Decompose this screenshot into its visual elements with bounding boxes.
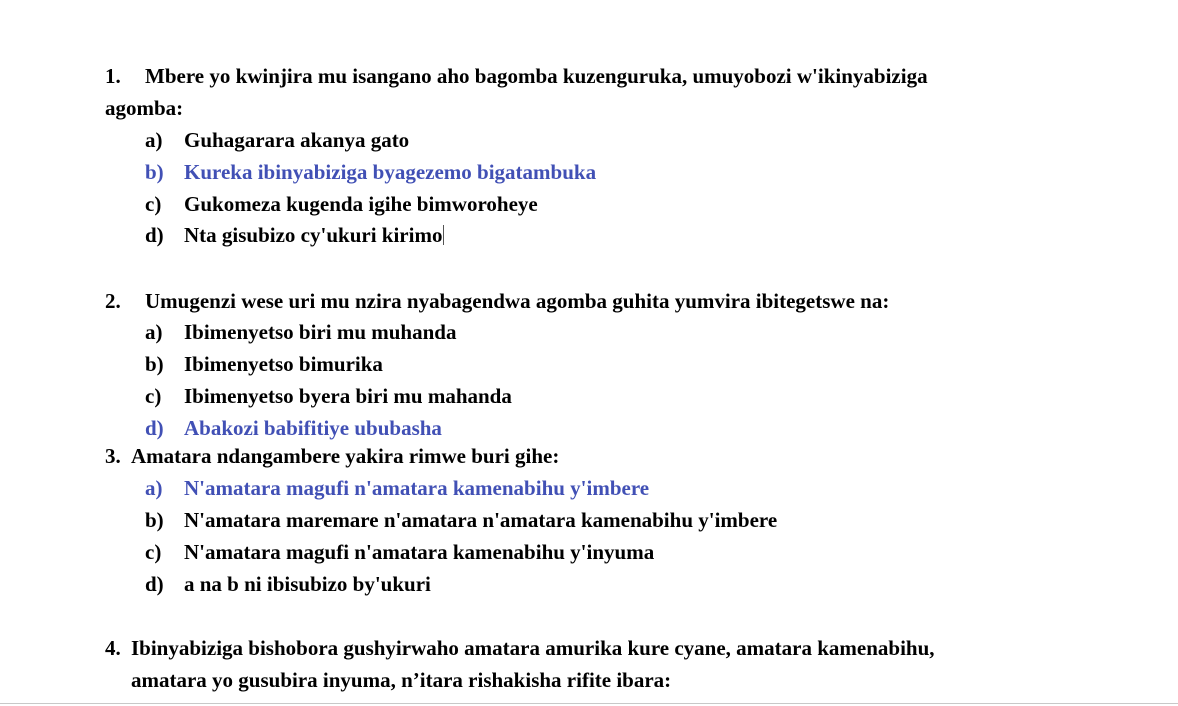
question-2-option-b[interactable] bbox=[145, 352, 383, 376]
question-2-option-a[interactable] bbox=[145, 320, 456, 344]
option-text: Nta gisubizo cy'ukuri kirimo bbox=[184, 223, 443, 247]
option-letter: b) bbox=[145, 160, 164, 184]
option-letter: d) bbox=[145, 416, 164, 440]
question-2-text: Umugenzi wese uri mu nzira nyabagendwa agomba guhita yumvira ibitegetswe na: bbox=[145, 289, 890, 313]
question-4-number: 4. bbox=[105, 636, 121, 660]
question-1-option-c[interactable] bbox=[145, 192, 538, 216]
option-text: N'amatara maremare n'amatara n'amatara kamenabihu y'imbere bbox=[184, 508, 778, 532]
option-text: Ibimenyetso biri mu muhanda bbox=[184, 320, 457, 344]
option-text: Ibimenyetso bimurika bbox=[184, 352, 383, 376]
question-3-text: Amatara ndangambere yakira rimwe buri gihe: bbox=[131, 444, 560, 468]
question-1-option-b[interactable] bbox=[145, 160, 596, 184]
question-1-line-2: agomba: bbox=[105, 96, 184, 120]
question-1-line-1 bbox=[105, 64, 928, 88]
question-1-number: 1. bbox=[105, 64, 121, 88]
question-2-option-d[interactable] bbox=[145, 416, 442, 440]
option-letter: c) bbox=[145, 384, 162, 408]
question-3-option-d[interactable] bbox=[145, 572, 431, 596]
option-letter: a) bbox=[145, 320, 163, 344]
question-1-text: Mbere yo kwinjira mu isangano aho bagomba kuzenguruka, umuyobozi w'ikinyabiziga bbox=[145, 64, 928, 88]
option-text: N'amatara magufi n'amatara kamenabihu y'imbere bbox=[184, 476, 650, 500]
option-text: Ibimenyetso byera biri mu mahanda bbox=[184, 384, 512, 408]
option-text: Abakozi babifitiye ububasha bbox=[184, 416, 442, 440]
question-4-line-1 bbox=[105, 636, 935, 660]
question-3-option-b[interactable] bbox=[145, 508, 777, 532]
question-3-line-1 bbox=[105, 444, 559, 468]
question-2-number: 2. bbox=[105, 289, 121, 313]
question-2-option-c[interactable] bbox=[145, 384, 512, 408]
option-text: a na b ni ibisubizo by'ukuri bbox=[184, 572, 431, 596]
text-cursor bbox=[443, 225, 444, 245]
page-bottom-divider bbox=[0, 703, 1178, 704]
option-letter: c) bbox=[145, 540, 162, 564]
option-letter: b) bbox=[145, 352, 164, 376]
question-4-text: Ibinyabiziga bishobora gushyirwaho amatara amurika kure cyane, amatara kamenabihu, bbox=[131, 636, 935, 660]
option-text: Guhagarara akanya gato bbox=[184, 128, 410, 152]
question-3-option-c[interactable] bbox=[145, 540, 654, 564]
question-3-number: 3. bbox=[105, 444, 121, 468]
option-text: N'amatara magufi n'amatara kamenabihu y'inyuma bbox=[184, 540, 655, 564]
option-letter: a) bbox=[145, 476, 163, 500]
option-letter: a) bbox=[145, 128, 163, 152]
option-letter: b) bbox=[145, 508, 164, 532]
option-letter: c) bbox=[145, 192, 162, 216]
option-letter: d) bbox=[145, 572, 164, 596]
option-text: Kureka ibinyabiziga byagezemo bigatambuka bbox=[184, 160, 597, 184]
question-1-option-a[interactable] bbox=[145, 128, 409, 152]
question-2-line-1 bbox=[105, 289, 889, 313]
option-text: Gukomeza kugenda igihe bimworoheye bbox=[184, 192, 538, 216]
option-letter: d) bbox=[145, 223, 164, 247]
question-3-option-a[interactable] bbox=[145, 476, 649, 500]
question-4-line-2: amatara yo gusubira inyuma, n’itara rishakisha rifite ibara: bbox=[131, 668, 672, 692]
question-1-option-d[interactable] bbox=[145, 223, 444, 247]
